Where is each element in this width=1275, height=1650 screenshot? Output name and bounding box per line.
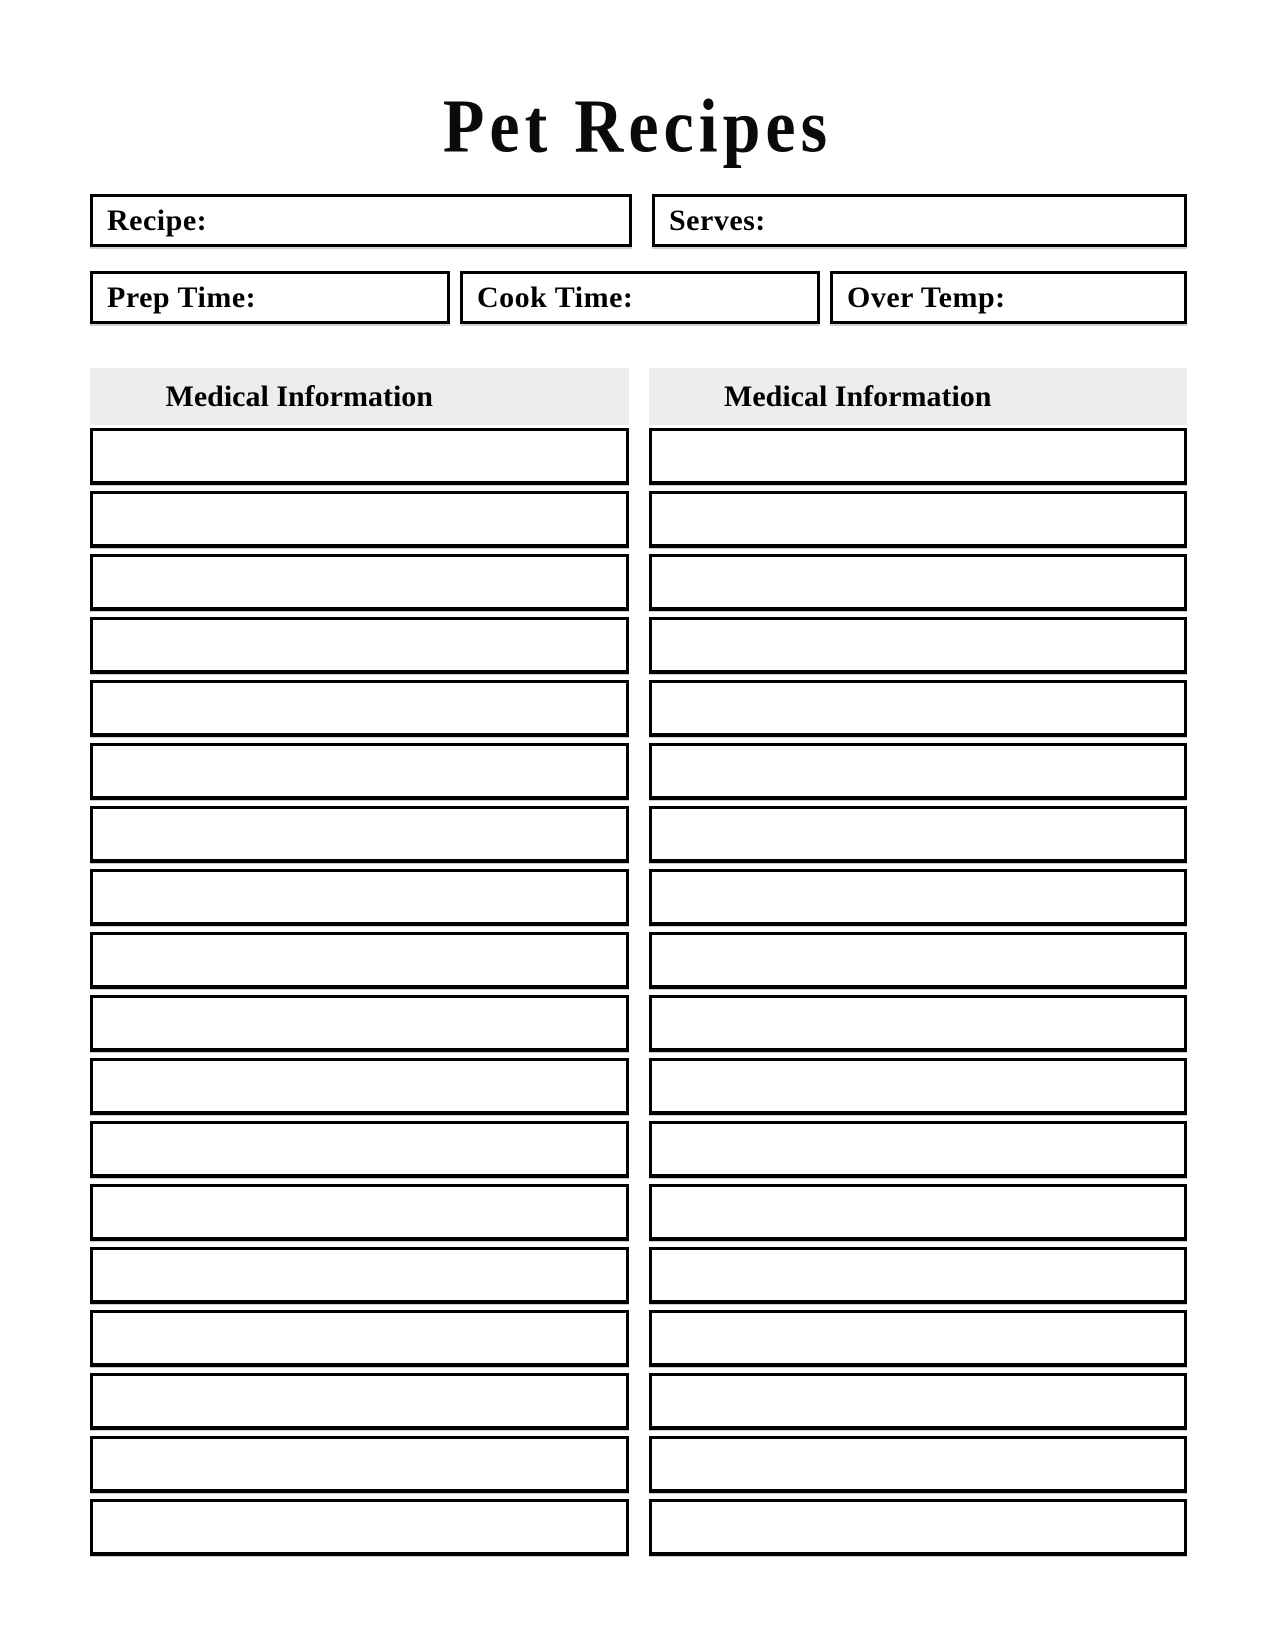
medical-info-columns — [90, 368, 1187, 1556]
serves-field[interactable] — [652, 194, 1187, 247]
medical-info-row[interactable] — [90, 743, 629, 800]
medical-info-row[interactable] — [649, 1121, 1188, 1178]
medical-info-row[interactable] — [649, 932, 1188, 989]
medical-info-header-left — [90, 368, 629, 425]
oven-temp-field[interactable] — [830, 271, 1187, 324]
medical-info-row[interactable] — [649, 491, 1188, 548]
recipe-serves-row — [90, 194, 1187, 247]
prep-time-field[interactable] — [90, 271, 450, 324]
medical-info-row[interactable] — [90, 1436, 629, 1493]
medical-info-header-left-label: Medical Information — [165, 379, 433, 413]
medical-info-header-right-label: Medical Information — [724, 379, 992, 413]
medical-info-row[interactable] — [649, 1373, 1188, 1430]
medical-info-column-left — [90, 368, 629, 1556]
medical-info-row[interactable] — [90, 1121, 629, 1178]
medical-info-row[interactable] — [90, 1499, 629, 1556]
medical-info-row[interactable] — [649, 1310, 1188, 1367]
medical-info-row[interactable] — [90, 932, 629, 989]
medical-info-column-right — [649, 368, 1188, 1556]
medical-info-row[interactable] — [90, 806, 629, 863]
medical-info-row[interactable] — [90, 1373, 629, 1430]
medical-info-row[interactable] — [649, 1247, 1188, 1304]
medical-info-row[interactable] — [649, 1436, 1188, 1493]
medical-info-row[interactable] — [90, 491, 629, 548]
medical-info-row[interactable] — [649, 869, 1188, 926]
medical-info-row[interactable] — [90, 1247, 629, 1304]
medical-info-row[interactable] — [90, 995, 629, 1052]
medical-info-row[interactable] — [649, 1499, 1188, 1556]
medical-info-row[interactable] — [649, 617, 1188, 674]
medical-info-row[interactable] — [649, 680, 1188, 737]
serves-label: Serves: — [669, 203, 766, 237]
prep-time-label: Prep Time: — [107, 280, 257, 314]
medical-info-row[interactable] — [90, 617, 629, 674]
medical-info-row[interactable] — [649, 806, 1188, 863]
medical-info-row[interactable] — [90, 1058, 629, 1115]
medical-info-rows-left — [90, 428, 629, 1556]
medical-info-row[interactable] — [649, 428, 1188, 485]
medical-info-row[interactable] — [90, 680, 629, 737]
medical-info-row[interactable] — [649, 1058, 1188, 1115]
medical-info-row[interactable] — [649, 1184, 1188, 1241]
medical-info-row[interactable] — [90, 1310, 629, 1367]
times-temp-row — [90, 271, 1187, 324]
recipe-field[interactable] — [90, 194, 632, 247]
oven-temp-label: Over Temp: — [847, 280, 1006, 314]
medical-info-row[interactable] — [90, 1184, 629, 1241]
page-title: Pet Recipes — [442, 83, 833, 169]
medical-info-row[interactable] — [90, 869, 629, 926]
medical-info-header-right — [649, 368, 1188, 425]
cook-time-field[interactable] — [460, 271, 820, 324]
medical-info-row[interactable] — [649, 554, 1188, 611]
medical-info-row[interactable] — [90, 554, 629, 611]
medical-info-row[interactable] — [90, 428, 629, 485]
medical-info-row[interactable] — [649, 743, 1188, 800]
cook-time-label: Cook Time: — [477, 280, 634, 314]
recipe-label: Recipe: — [107, 203, 208, 237]
medical-info-row[interactable] — [649, 995, 1188, 1052]
medical-info-rows-right — [649, 428, 1188, 1556]
